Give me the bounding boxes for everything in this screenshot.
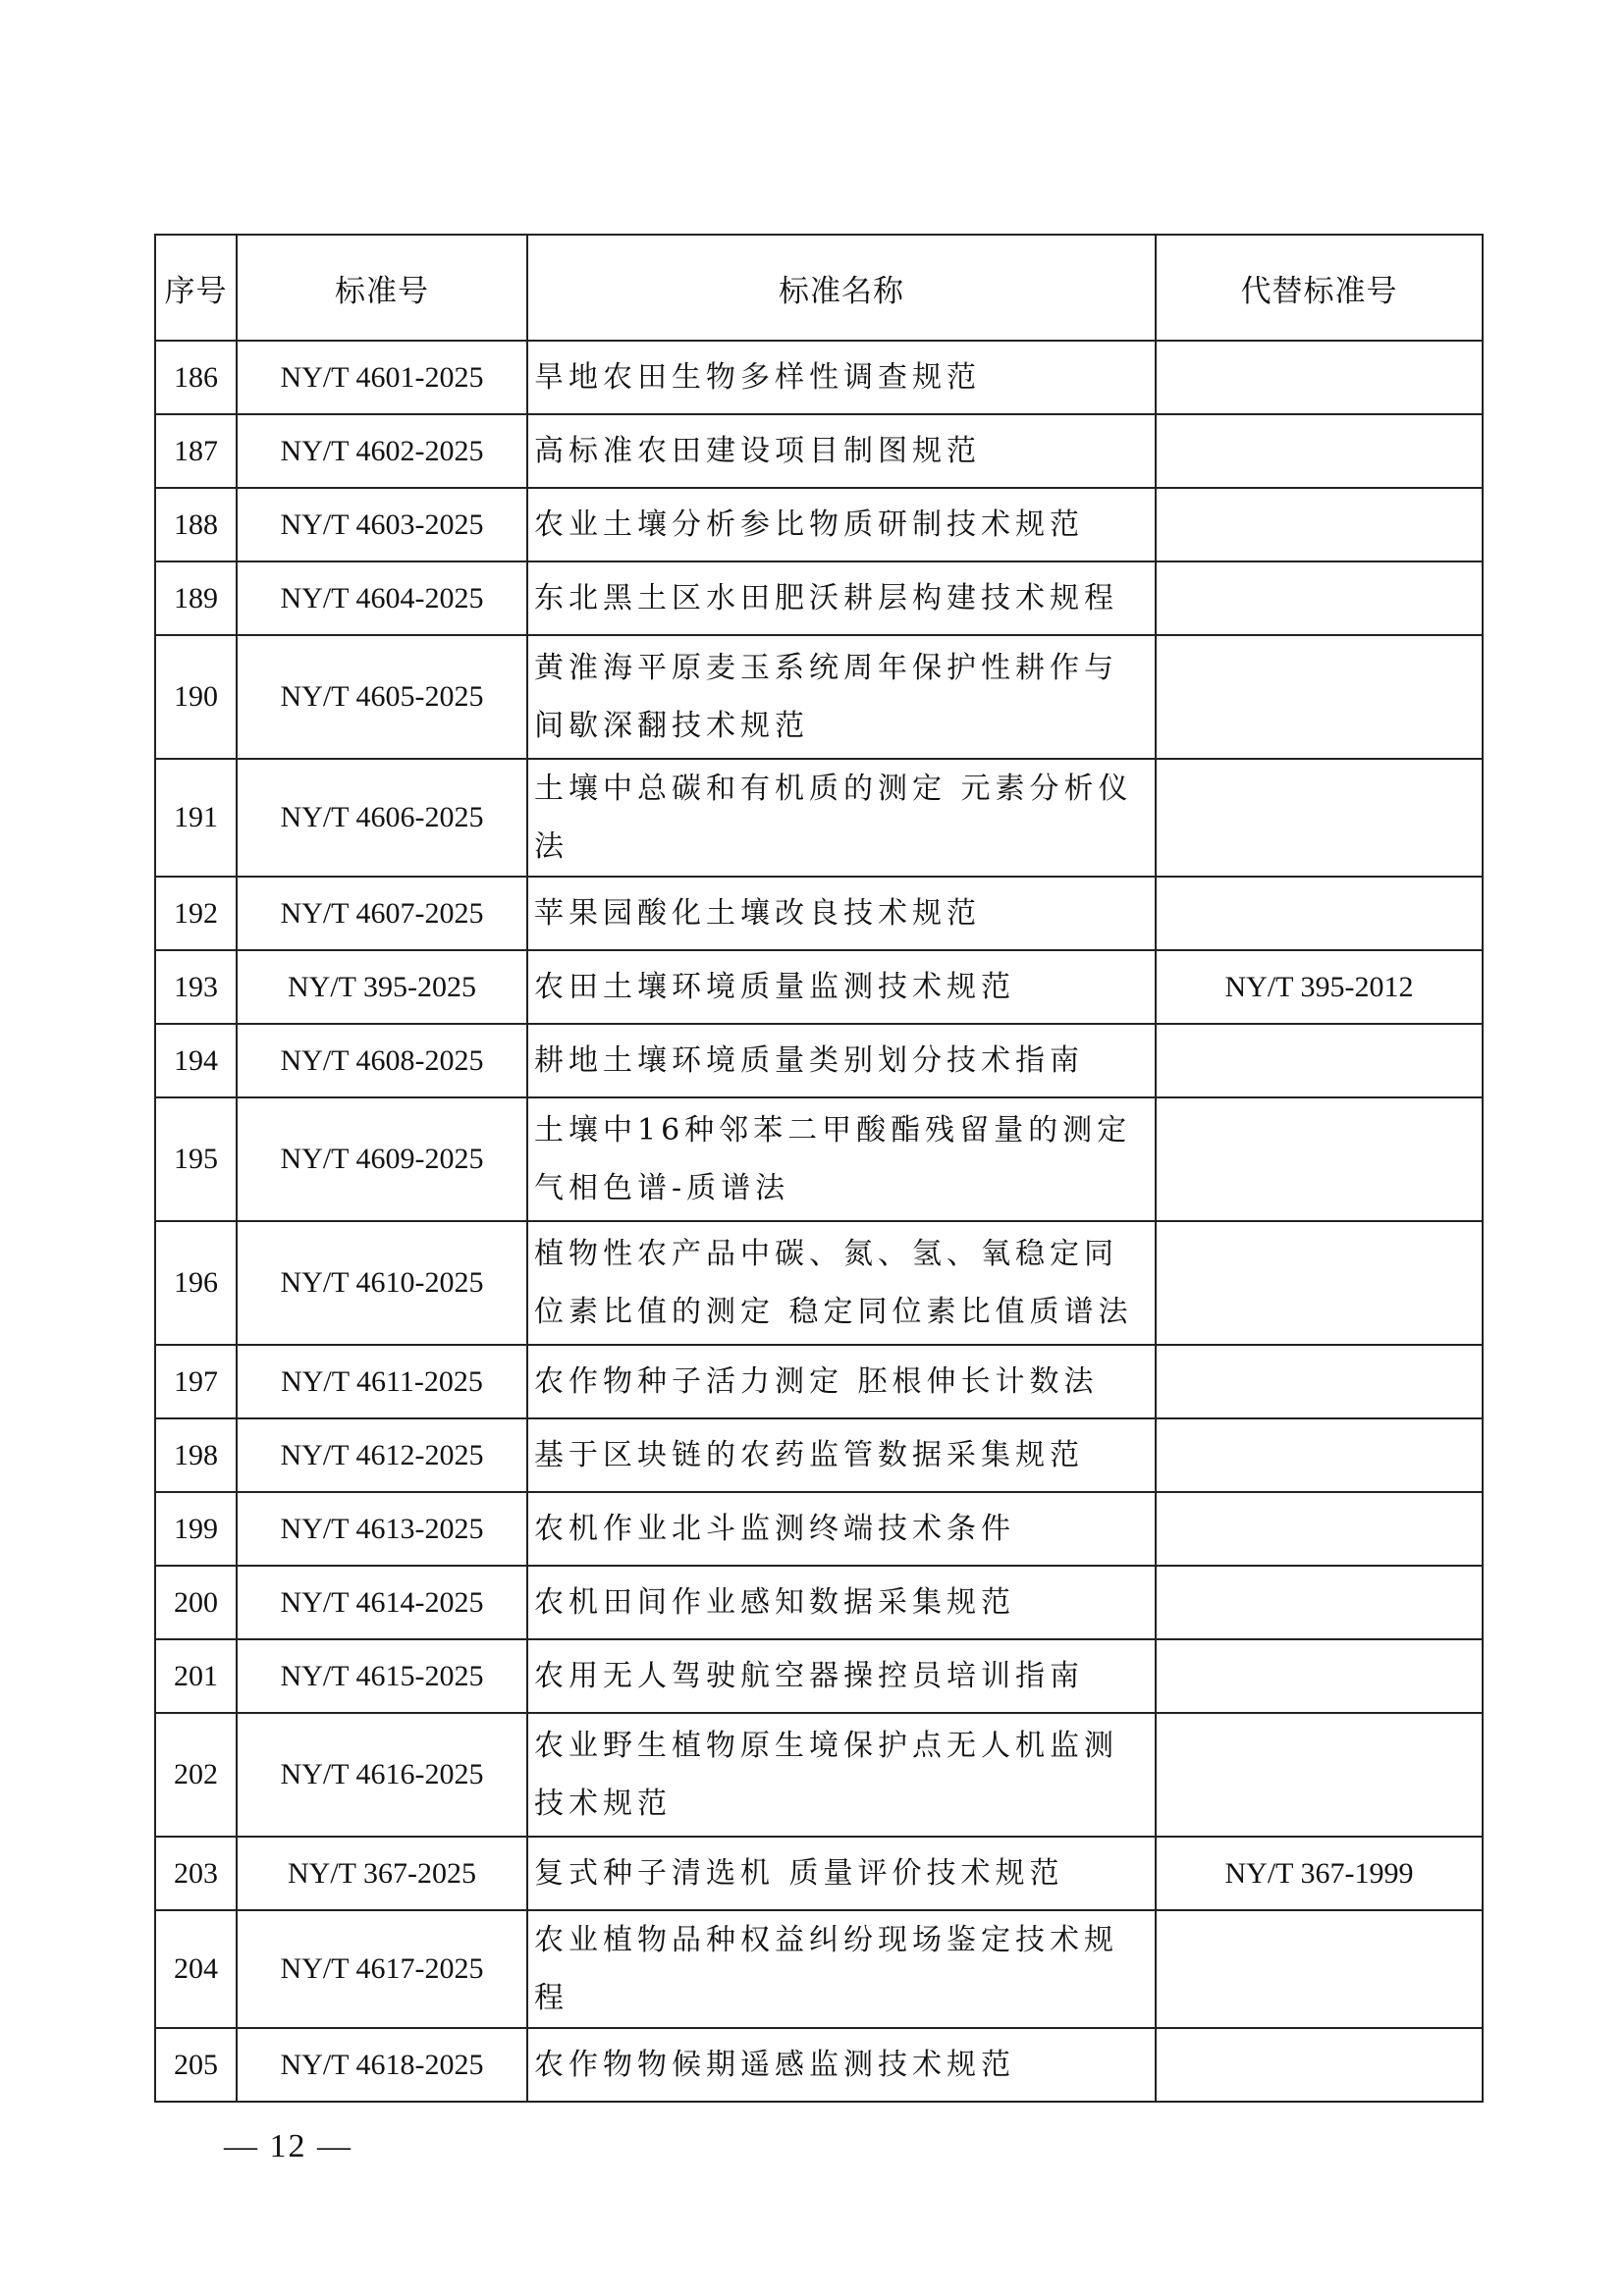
serial-number-cell: 188: [155, 488, 237, 561]
standard-number-cell: NY/T 4610-2025: [237, 1221, 527, 1345]
serial-number-cell: 201: [155, 1639, 237, 1713]
serial-number-cell: 195: [155, 1097, 237, 1221]
standard-name-cell: 复式种子清选机 质量评价技术规范: [527, 1837, 1156, 1910]
table-row: [155, 1837, 1483, 1910]
table-row: [155, 1492, 1483, 1566]
standard-name-cell: 农机作业北斗监测终端技术条件: [527, 1492, 1156, 1566]
serial-number-cell: 196: [155, 1221, 237, 1345]
standard-number-cell: NY/T 4602-2025: [237, 414, 527, 488]
standard-name-cell: 农机田间作业感知数据采集规范: [527, 1566, 1156, 1639]
table-row: [155, 635, 1483, 759]
table-row: [155, 1713, 1483, 1837]
header-replaced-standard: 代替标准号: [1156, 235, 1483, 341]
table-row: [155, 877, 1483, 950]
replaced-standard-cell: NY/T 367-1999: [1156, 1837, 1483, 1910]
page-number: — 12 —: [224, 2128, 352, 2164]
serial-number-cell: 186: [155, 341, 237, 414]
replaced-standard-cell: [1156, 1566, 1483, 1639]
serial-number-cell: 194: [155, 1024, 237, 1097]
standard-number-cell: NY/T 4614-2025: [237, 1566, 527, 1639]
table-row: [155, 1639, 1483, 1713]
serial-number-cell: 187: [155, 414, 237, 488]
standard-number-cell: NY/T 4611-2025: [237, 1345, 527, 1418]
table-row: [155, 1566, 1483, 1639]
standard-number-cell: NY/T 367-2025: [237, 1837, 527, 1910]
standard-name-cell: 基于区块链的农药监管数据采集规范: [527, 1418, 1156, 1492]
standard-number-cell: NY/T 4605-2025: [237, 635, 527, 759]
table-row: [155, 1345, 1483, 1418]
standard-name-cell: 东北黑土区水田肥沃耕层构建技术规程: [527, 561, 1156, 635]
standards-table: [154, 234, 1484, 2103]
table-row: [155, 1910, 1483, 2028]
replaced-standard-cell: [1156, 1418, 1483, 1492]
standard-number-cell: NY/T 4604-2025: [237, 561, 527, 635]
table-row: [155, 950, 1483, 1024]
standard-name-cell: 黄淮海平原麦玉系统周年保护性耕作与间歇深翻技术规范: [527, 635, 1156, 759]
standard-name-cell: 植物性农产品中碳、氮、氢、氧稳定同位素比值的测定 稳定同位素比值质谱法: [527, 1221, 1156, 1345]
replaced-standard-cell: [1156, 488, 1483, 561]
table-row: [155, 414, 1483, 488]
table-row: [155, 759, 1483, 877]
serial-number-cell: 205: [155, 2028, 237, 2102]
replaced-standard-cell: [1156, 1024, 1483, 1097]
replaced-standard-cell: [1156, 759, 1483, 877]
serial-number-cell: 189: [155, 561, 237, 635]
replaced-standard-cell: [1156, 1492, 1483, 1566]
standard-number-cell: NY/T 4601-2025: [237, 341, 527, 414]
serial-number-cell: 198: [155, 1418, 237, 1492]
replaced-standard-cell: [1156, 341, 1483, 414]
replaced-standard-cell: [1156, 877, 1483, 950]
table-body: [155, 341, 1483, 2102]
table-row: [155, 561, 1483, 635]
replaced-standard-cell: [1156, 1639, 1483, 1713]
standard-number-cell: NY/T 4616-2025: [237, 1713, 527, 1837]
replaced-standard-cell: [1156, 2028, 1483, 2102]
table-row: [155, 2028, 1483, 2102]
table-row: [155, 1024, 1483, 1097]
standard-name-cell: 农用无人驾驶航空器操控员培训指南: [527, 1639, 1156, 1713]
standard-name-cell: 农业土壤分析参比物质研制技术规范: [527, 488, 1156, 561]
serial-number-cell: 197: [155, 1345, 237, 1418]
serial-number-cell: 204: [155, 1910, 237, 2028]
standard-number-cell: NY/T 4609-2025: [237, 1097, 527, 1221]
standard-name-cell: 高标准农田建设项目制图规范: [527, 414, 1156, 488]
standard-number-cell: NY/T 4618-2025: [237, 2028, 527, 2102]
header-standard-number: 标准号: [237, 235, 527, 341]
replaced-standard-cell: [1156, 635, 1483, 759]
header-standard-name: 标准名称: [527, 235, 1156, 341]
serial-number-cell: 193: [155, 950, 237, 1024]
table-row: [155, 1221, 1483, 1345]
standard-number-cell: NY/T 4615-2025: [237, 1639, 527, 1713]
table-row: [155, 1097, 1483, 1221]
replaced-standard-cell: NY/T 395-2012: [1156, 950, 1483, 1024]
serial-number-cell: 199: [155, 1492, 237, 1566]
table-header-row: [155, 235, 1483, 341]
standard-number-cell: NY/T 4606-2025: [237, 759, 527, 877]
header-serial-number: 序号: [155, 235, 237, 341]
standard-name-cell: 农业野生植物原生境保护点无人机监测技术规范: [527, 1713, 1156, 1837]
standard-name-cell: 旱地农田生物多样性调查规范: [527, 341, 1156, 414]
replaced-standard-cell: [1156, 1345, 1483, 1418]
standard-name-cell: 农作物种子活力测定 胚根伸长计数法: [527, 1345, 1156, 1418]
replaced-standard-cell: [1156, 1910, 1483, 2028]
standard-number-cell: NY/T 4612-2025: [237, 1418, 527, 1492]
standard-name-cell: 农作物物候期遥感监测技术规范: [527, 2028, 1156, 2102]
standard-name-cell: 农田土壤环境质量监测技术规范: [527, 950, 1156, 1024]
table-row: [155, 1418, 1483, 1492]
standard-number-cell: NY/T 4617-2025: [237, 1910, 527, 2028]
serial-number-cell: 192: [155, 877, 237, 950]
replaced-standard-cell: [1156, 561, 1483, 635]
table-row: [155, 341, 1483, 414]
table-row: [155, 488, 1483, 561]
replaced-standard-cell: [1156, 1097, 1483, 1221]
standard-number-cell: NY/T 4608-2025: [237, 1024, 527, 1097]
standard-name-cell: 土壤中16种邻苯二甲酸酯残留量的测定 气相色谱-质谱法: [527, 1097, 1156, 1221]
replaced-standard-cell: [1156, 414, 1483, 488]
replaced-standard-cell: [1156, 1713, 1483, 1837]
standard-number-cell: NY/T 4607-2025: [237, 877, 527, 950]
serial-number-cell: 191: [155, 759, 237, 877]
serial-number-cell: 190: [155, 635, 237, 759]
standard-number-cell: NY/T 4603-2025: [237, 488, 527, 561]
serial-number-cell: 200: [155, 1566, 237, 1639]
standard-name-cell: 土壤中总碳和有机质的测定 元素分析仪法: [527, 759, 1156, 877]
standard-number-cell: NY/T 4613-2025: [237, 1492, 527, 1566]
standard-name-cell: 苹果园酸化土壤改良技术规范: [527, 877, 1156, 950]
standard-name-cell: 耕地土壤环境质量类别划分技术指南: [527, 1024, 1156, 1097]
standard-name-cell: 农业植物品种权益纠纷现场鉴定技术规程: [527, 1910, 1156, 2028]
standard-number-cell: NY/T 395-2025: [237, 950, 527, 1024]
serial-number-cell: 202: [155, 1713, 237, 1837]
serial-number-cell: 203: [155, 1837, 237, 1910]
replaced-standard-cell: [1156, 1221, 1483, 1345]
